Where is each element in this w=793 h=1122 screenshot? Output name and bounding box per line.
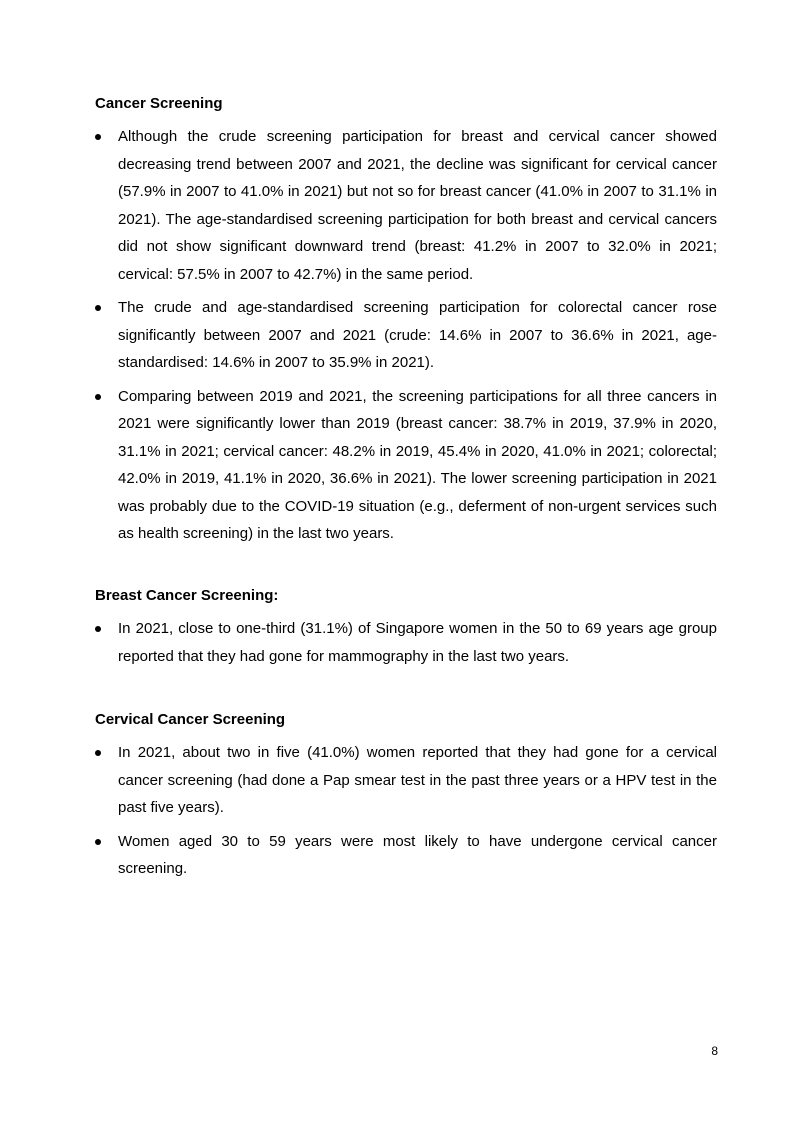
bullet-dot-icon [95, 626, 101, 632]
bullet-text: In 2021, about two in five (41.0%) women reported that they had gone for a cervical cancer screening (had done a Pap smear test in the past three years or a HPV test in the past five years). [118, 744, 717, 816]
bullet-list [95, 123, 717, 548]
bullet-dot-icon [95, 750, 101, 756]
bullet-text: Comparing between 2019 and 2021, the screening participations for all three cancers in 2021 were significantly lower than 2019 (breast cancer: 38.7% in 2019, 37.9% in 2020, 31.1% in 2021; cervical cancer: 48.2% in 2019, 45.4% in 2020, 41.0% in 2021; colorectal; 42.0% in 2019, 41.1% in 2020, 36.6% in 2021). The lower screening participation in 2021 was probably due to the COVID-19 situation (e.g., deferment of non-urgent services such as health screening) in the last two years. [118, 387, 717, 542]
bullet-item [95, 739, 717, 822]
bullet-item [95, 383, 717, 548]
section-cervical-cancer-screening [95, 710, 717, 883]
bullet-text: Women aged 30 to 59 years were most likely to have undergone cervical cancer screening. [118, 832, 717, 877]
bullet-list [95, 615, 717, 670]
bullet-item [95, 294, 717, 377]
section-heading: Cancer Screening [95, 95, 223, 112]
bullet-dot-icon [95, 839, 101, 845]
page-number: 8 [711, 1044, 718, 1058]
bullet-dot-icon [95, 134, 101, 140]
bullet-dot-icon [95, 305, 101, 311]
bullet-item [95, 123, 717, 288]
bullet-text: In 2021, close to one-third (31.1%) of Singapore women in the 50 to 69 years age group reported that they had gone for mammography in the last two years. [118, 620, 717, 665]
bullet-item [95, 828, 717, 883]
bullet-text: Although the crude screening participation for breast and cervical cancer showed decreasing trend between 2007 and 2021, the decline was significant for cervical cancer (57.9% in 2007 to 41.0% in 2021) but not so for breast cancer (41.0% in 2007 to 31.1% in 2021). The age-standardised screening participation for both breast and cervical cancers did not show significant downward trend (breast: 41.2% in 2007 to 32.0% in 2021; cervical: 57.5% in 2007 to 42.7%) in the same period. [118, 128, 717, 283]
bullet-dot-icon [95, 394, 101, 400]
bullet-text: The crude and age-standardised screening participation for colorectal cancer rose significantly between 2007 and 2021 (crude: 14.6% in 2007 to 36.6% in 2021, age-standardised: 14.6% in 2007 to 35.9% in 2021). [118, 299, 717, 371]
bullet-item [95, 615, 717, 670]
section-heading: Breast Cancer Screening: [95, 587, 279, 604]
section-cancer-screening [95, 94, 717, 548]
section-heading: Cervical Cancer Screening [95, 711, 286, 728]
bullet-list [95, 739, 717, 883]
section-breast-cancer-screening [95, 586, 717, 670]
